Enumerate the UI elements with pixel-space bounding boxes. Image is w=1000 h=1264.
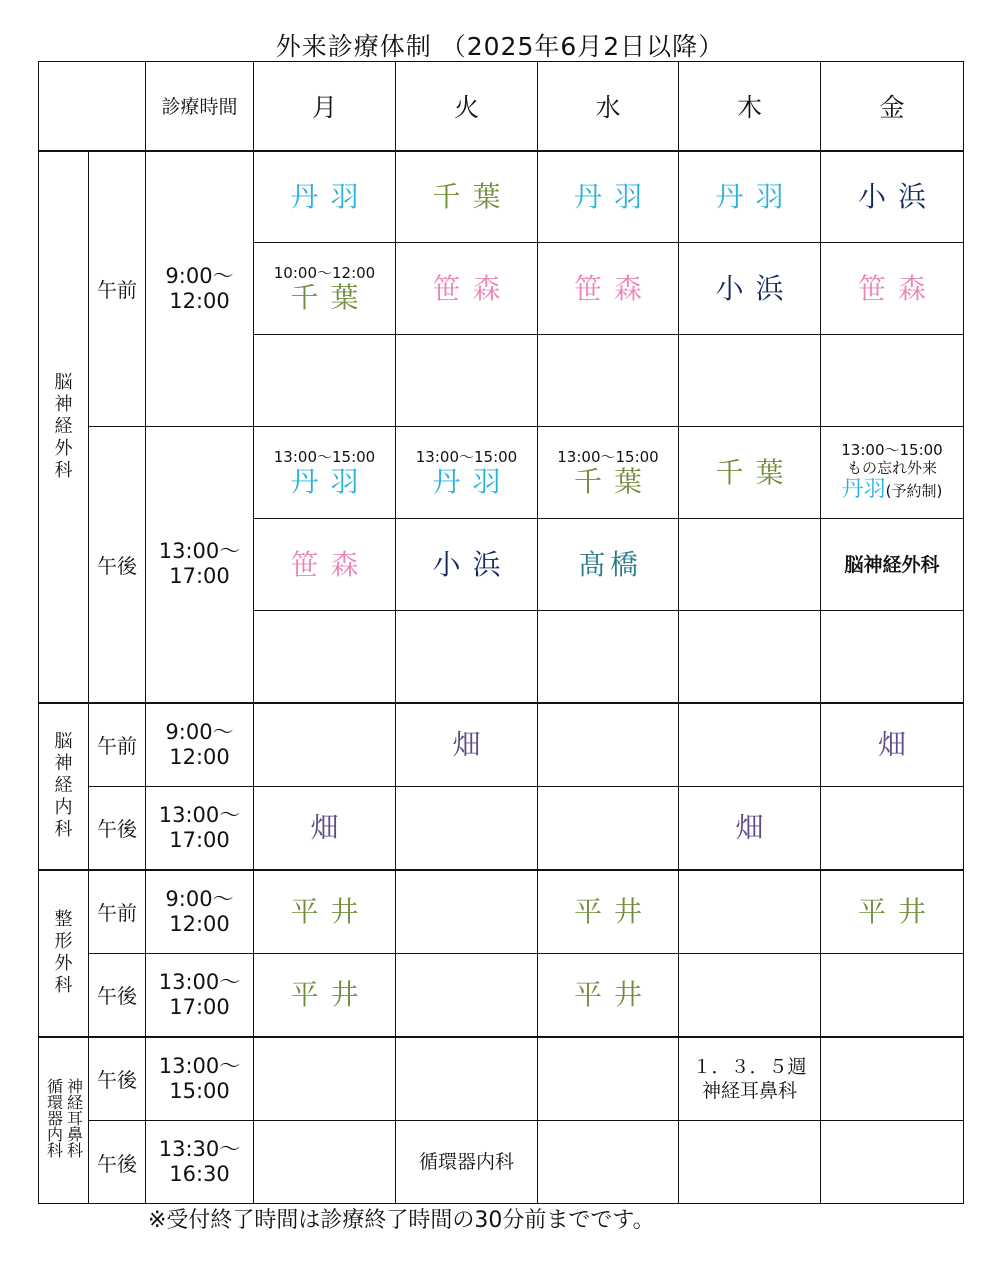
cell-tue: 循環器内科 [396,1121,538,1204]
header-day-tue: 火 [396,62,538,151]
cell-empty [396,335,538,427]
cell-fri: 脳神経外科 [821,519,964,611]
cell-empty [821,787,964,870]
cell-tue: 笹森 [396,243,538,335]
cell-empty [254,611,396,703]
cell-tue: 13:00～15:00 丹羽 [396,427,538,519]
cell-empty [679,519,821,611]
page-title: 外来診療体制 （2025年6月2日以降） [275,32,725,61]
cell-mon: 笹森 [254,519,396,611]
cell-empty [254,335,396,427]
hours-am: 9:00～ 12:00 [146,870,254,954]
cell-tue: 畑 [396,703,538,787]
cell-empty [821,611,964,703]
neurosurgery-am-row1 [39,151,964,243]
cell-mon: 丹羽 [254,151,396,243]
cell-fri: 笹森 [821,243,964,335]
cell-fri: 小浜 [821,151,964,243]
cell-fri: 平井 [821,870,964,954]
cell-tue: 小浜 [396,519,538,611]
cell-empty [396,611,538,703]
cell-mon: 10:00～12:00 千葉 [254,243,396,335]
neurosurgery-pm-row1 [39,427,964,519]
cell-tue: 千葉 [396,151,538,243]
dept-ent-cardiology: 神経耳鼻科 循環器内科 [39,1037,89,1204]
misc-row1 [39,1037,964,1121]
dept-neurosurgery: 脳神経外科 [39,151,89,703]
period-pm: 午後 [89,787,146,870]
cell-empty [538,703,679,787]
misc-row2 [39,1121,964,1204]
cell-fri: 畑 [821,703,964,787]
period-pm: 午後 [89,1121,146,1204]
cell-wed: 平井 [538,954,679,1037]
orthopedics-pm-row [39,954,964,1037]
header-row [39,62,964,151]
cell-empty [538,787,679,870]
cell-empty [254,1037,396,1121]
cell-fri: 13:00～15:00 もの忘れ外来 丹羽(予約制) [821,427,964,519]
period-pm: 午後 [89,427,146,703]
cell-empty [538,611,679,703]
cell-thu: 小浜 [679,243,821,335]
schedule-table [38,61,964,1204]
cell-empty [821,1121,964,1204]
orthopedics-am-row [39,870,964,954]
cell-empty [396,954,538,1037]
cell-mon: 平井 [254,870,396,954]
cell-empty [679,335,821,427]
cell-empty [538,1121,679,1204]
cell-empty [679,611,821,703]
cell-wed: 笹森 [538,243,679,335]
hours-pm: 13:00～ 17:00 [146,954,254,1037]
cell-empty [679,703,821,787]
cell-empty [538,335,679,427]
cell-empty [679,954,821,1037]
header-day-fri: 金 [821,62,964,151]
neurology-pm-row [39,787,964,870]
cell-empty [396,870,538,954]
cell-empty [396,1037,538,1121]
hours-pm-short: 13:00～ 15:00 [146,1037,254,1121]
header-corner [39,62,146,151]
cell-empty [821,335,964,427]
dept-orthopedics: 整形外科 [39,870,89,1037]
cell-empty [254,703,396,787]
cell-thu: 千葉 [679,427,821,519]
cell-empty [254,1121,396,1204]
hours-pm: 13:00～ 17:00 [146,787,254,870]
hours-am: 9:00～ 12:00 [146,703,254,787]
cell-mon: 平井 [254,954,396,1037]
dept-neurology: 脳神経内科 [39,703,89,870]
cell-empty [679,870,821,954]
cell-thu: 丹羽 [679,151,821,243]
cell-empty [538,1037,679,1121]
cell-empty [396,787,538,870]
cell-thu: 畑 [679,787,821,870]
header-day-wed: 水 [538,62,679,151]
cell-wed: 髙橋 [538,519,679,611]
header-hours: 診療時間 [146,62,254,151]
cell-wed: 13:00～15:00 千葉 [538,427,679,519]
header-day-mon: 月 [254,62,396,151]
cell-empty [821,1037,964,1121]
hours-pm-late: 13:30～ 16:30 [146,1121,254,1204]
period-am: 午前 [89,870,146,954]
period-pm: 午後 [89,1037,146,1121]
footer-note: ※受付終了時間は診療終了時間の30分前までです。 [148,1208,655,1233]
cell-empty [679,1121,821,1204]
header-day-thu: 木 [679,62,821,151]
period-am: 午前 [89,151,146,427]
cell-thu: １．３．５週 神経耳鼻科 [679,1037,821,1121]
hours-am: 9:00～ 12:00 [146,151,254,427]
neurology-am-row [39,703,964,787]
cell-mon: 畑 [254,787,396,870]
period-am: 午前 [89,703,146,787]
cell-wed: 平井 [538,870,679,954]
cell-mon: 13:00～15:00 丹羽 [254,427,396,519]
cell-empty [821,954,964,1037]
cell-wed: 丹羽 [538,151,679,243]
period-pm: 午後 [89,954,146,1037]
hours-pm: 13:00～ 17:00 [146,427,254,703]
